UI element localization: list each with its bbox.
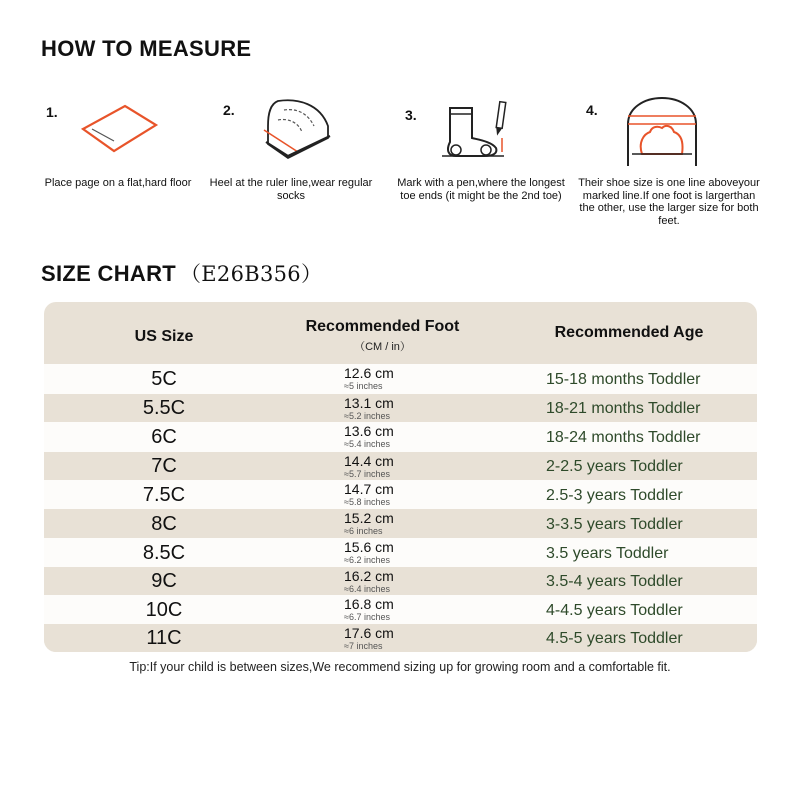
- foot-cm-cell: 16.8 cm: [344, 596, 394, 612]
- foot-cm-cell: 15.6 cm: [344, 539, 394, 555]
- step-3: [396, 96, 566, 246]
- table-row: [44, 624, 757, 652]
- recommended-age-cell: 18-24 months Toddler: [546, 429, 701, 446]
- recommended-age-cell: 4-4.5 years Toddler: [546, 601, 683, 619]
- header-recommended-age: Recommended Age: [554, 324, 704, 341]
- foot-cm-cell: 14.7 cm: [344, 481, 394, 497]
- table-row: [44, 364, 757, 394]
- size-chart-table: [44, 302, 757, 652]
- foot-cm-cell: 17.6 cm: [344, 625, 394, 641]
- table-row: [44, 509, 757, 538]
- foot-inch-cell: ≈6.4 inches: [344, 584, 390, 594]
- model-number: （E26B356）: [180, 262, 323, 286]
- step-number: 1.: [46, 104, 58, 120]
- us-size-cell: 5.5C: [142, 397, 186, 419]
- step-caption: Mark with a pen,where the longest toe ends (it might be the 2nd toe): [397, 177, 565, 202]
- table-row: [44, 567, 757, 595]
- step-1: [33, 96, 203, 246]
- us-size-cell: 7.5C: [142, 483, 186, 506]
- us-size-cell: 11C: [146, 627, 182, 649]
- foot-inch-cell: ≈5.4 inches: [344, 439, 390, 449]
- sizing-tip: Tip:If your child is between sizes,We recommend sizing up for growing room and a comfortable fit.: [129, 660, 671, 674]
- foot-cm-cell: 15.2 cm: [344, 510, 394, 526]
- table-row: [44, 538, 757, 567]
- table-row: [44, 480, 757, 509]
- table-row: [44, 422, 757, 452]
- foot-inch-cell: ≈5.8 inches: [344, 497, 390, 507]
- recommended-age-cell: 15-18 months Toddler: [546, 371, 701, 388]
- step-2: [206, 96, 376, 246]
- step-caption: Place page on a flat,hard floor: [44, 177, 192, 189]
- sock-and-pen-icon: [440, 98, 520, 163]
- paper-on-floor-icon: [78, 101, 168, 161]
- header-foot-units: （CM / in）: [354, 341, 411, 353]
- us-size-cell: 7C: [151, 455, 177, 477]
- size-chart-title: [41, 258, 322, 288]
- table-row: [44, 452, 757, 480]
- recommended-age-cell: 4.5-5 years Toddler: [546, 630, 683, 647]
- us-size-cell: 5C: [151, 368, 177, 390]
- step-number: 2.: [223, 102, 235, 118]
- step-caption: Their shoe size is one line aboveyour marked line.If one foot is largerthan the other, use the larger size for both feet.: [578, 177, 760, 227]
- foot-inch-cell: ≈5.7 inches: [344, 469, 390, 479]
- recommended-age-cell: 3.5 years Toddler: [546, 544, 669, 562]
- table-header: [44, 302, 757, 364]
- step-number: 4.: [586, 102, 598, 118]
- step-4: [574, 96, 760, 246]
- table-row: [44, 595, 757, 624]
- foot-cm-cell: 14.4 cm: [344, 453, 394, 469]
- us-size-cell: 10C: [145, 598, 183, 621]
- toe-line-icon: [622, 96, 702, 171]
- foot-cm-cell: 13.6 cm: [344, 423, 394, 439]
- how-to-measure-title: HOW TO MEASURE: [41, 36, 252, 61]
- foot-inch-cell: ≈7 inches: [344, 641, 383, 651]
- us-size-cell: 8.5C: [142, 541, 186, 564]
- recommended-age-cell: 2-2.5 years Toddler: [546, 458, 683, 475]
- recommended-age-cell: 3-3.5 years Toddler: [546, 515, 683, 533]
- table-row: [44, 394, 757, 422]
- size-chart-label: SIZE CHART: [41, 261, 176, 286]
- recommended-age-cell: 3.5-4 years Toddler: [546, 573, 683, 590]
- us-size-cell: 6C: [151, 426, 177, 448]
- heel-on-ruler-icon: [258, 96, 338, 166]
- step-number: 3.: [405, 107, 417, 123]
- us-size-cell: 8C: [151, 512, 177, 535]
- foot-cm-cell: 16.2 cm: [344, 568, 394, 584]
- foot-inch-cell: ≈5 inches: [344, 381, 383, 391]
- recommended-age-cell: 2.5-3 years Toddler: [546, 486, 683, 504]
- foot-cm-cell: 12.6 cm: [344, 365, 394, 381]
- foot-inch-cell: ≈6 inches: [344, 526, 383, 536]
- foot-inch-cell: ≈6.2 inches: [344, 555, 390, 565]
- recommended-age-cell: 18-21 months Toddler: [546, 400, 701, 417]
- foot-inch-cell: ≈5.2 inches: [344, 411, 390, 421]
- foot-cm-cell: 13.1 cm: [344, 395, 394, 411]
- header-recommended-foot: Recommended Foot: [305, 318, 460, 335]
- step-caption: Heel at the ruler line,wear regular socks: [209, 177, 373, 202]
- foot-inch-cell: ≈6.7 inches: [344, 612, 390, 622]
- header-us-size: US Size: [134, 328, 194, 345]
- us-size-cell: 9C: [151, 570, 177, 592]
